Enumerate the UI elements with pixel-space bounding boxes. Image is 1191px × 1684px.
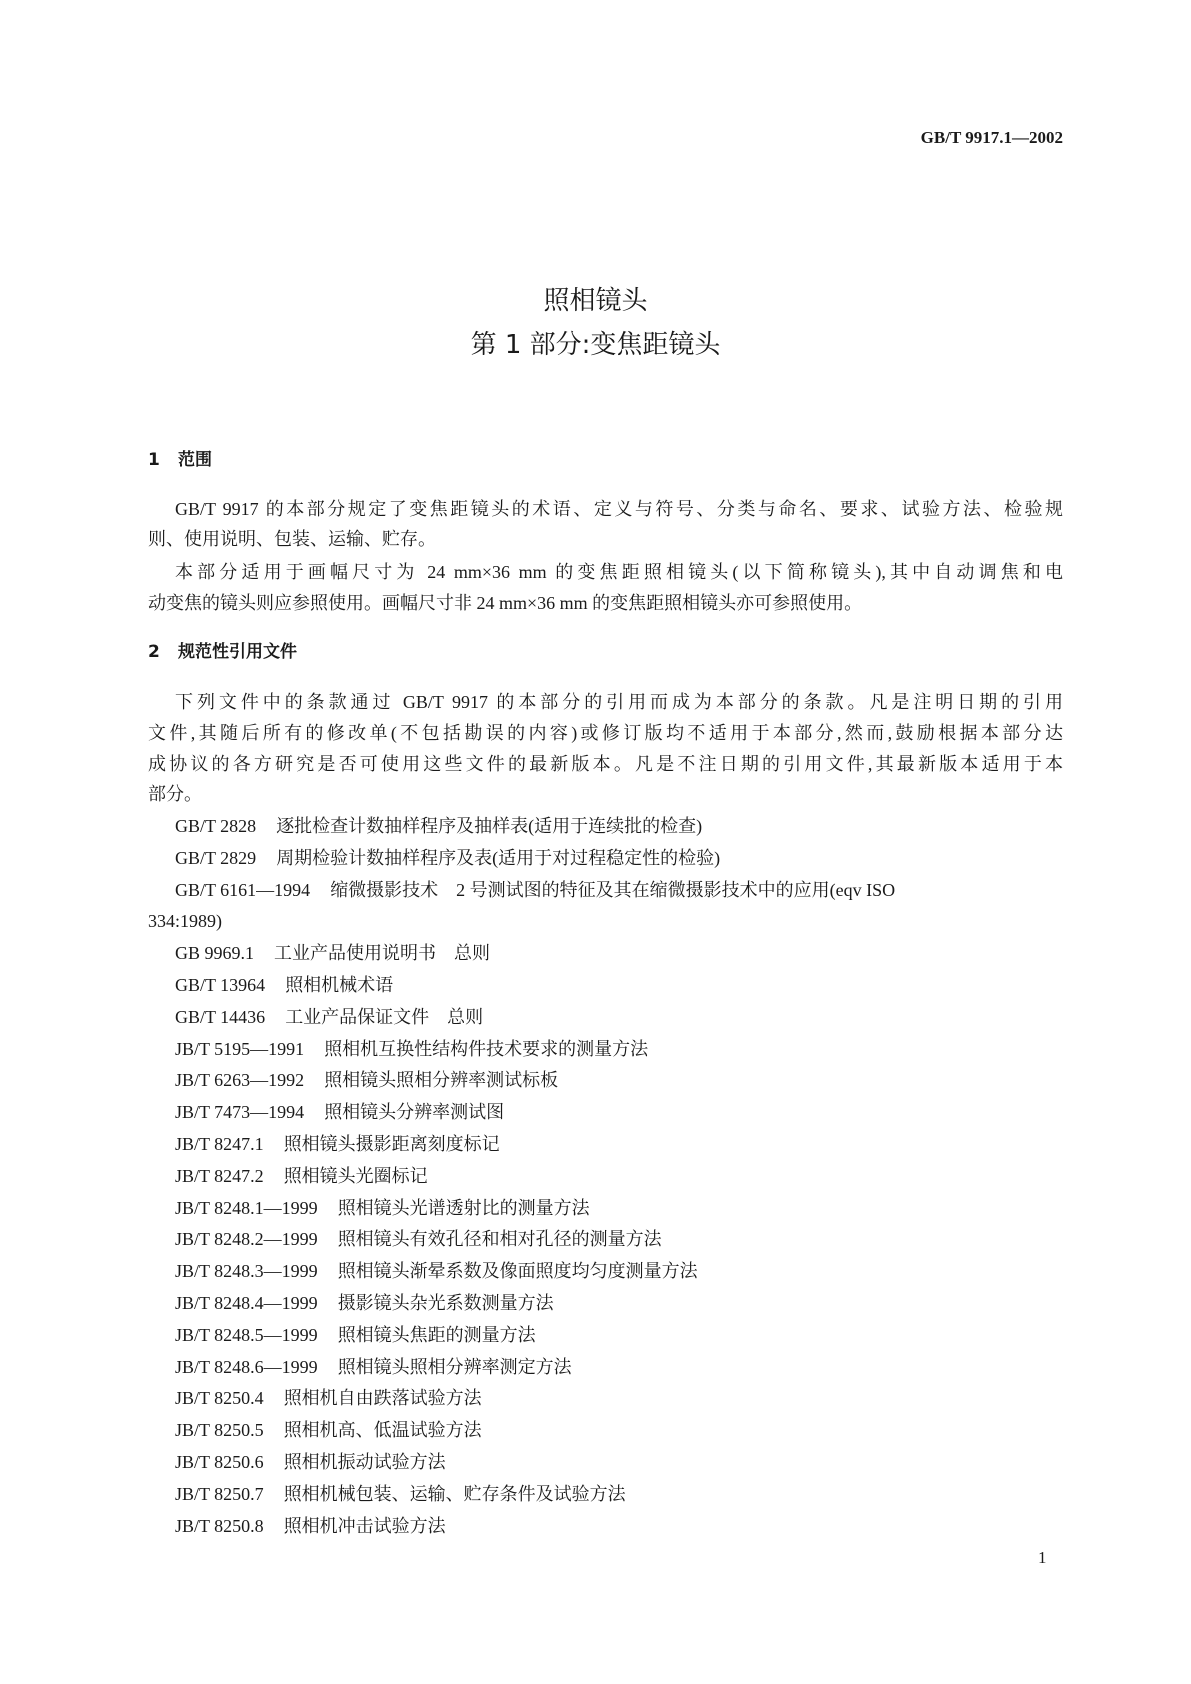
reference-item — [175, 1450, 446, 1474]
reference-title: 工业产品使用说明书 总则 — [274, 943, 491, 964]
reference-item — [175, 1005, 483, 1029]
reference-item — [175, 1323, 536, 1347]
reference-title: 照相机冲击试验方法 — [283, 1515, 446, 1536]
reference-title: 逐批检查计数抽样程序及抽样表(适用于连续批的检查) — [276, 816, 703, 836]
paragraph-line: 文件,其随后所有的修改单(不包括勘误的内容)或修订版均不适用于本部分,然而,鼓励根据本部分达 — [148, 723, 1063, 743]
section-number: 1 — [148, 450, 160, 470]
reference-item — [175, 1037, 648, 1061]
reference-item — [175, 973, 393, 997]
paragraph-line: GB/T 9917 的本部分规定了变焦距镜头的术语、定义与符号、分类与命名、要求、试验方法、检验规 — [175, 499, 1063, 519]
reference-item — [175, 814, 702, 838]
reference-code: JB/T 8247.2 — [175, 1165, 264, 1186]
section-number: 2 — [148, 642, 160, 662]
paragraph-line: 本部分适用于画幅尺寸为 24 mm×36 mm 的变焦距照相镜头(以下简称镜头),其中自动调焦和电 — [175, 562, 1063, 582]
reference-item — [175, 1196, 590, 1220]
section-title: 规范性引用文件 — [178, 642, 297, 662]
reference-title: 照相机械术语 — [285, 975, 394, 995]
reference-title: 照相机互换性结构件技术要求的测量方法 — [324, 1038, 649, 1059]
reference-code: JB/T 8250.8 — [175, 1515, 264, 1536]
reference-code: GB/T 6161—1994 — [175, 879, 311, 900]
reference-title: 照相镜头照相分辨率测试标板 — [324, 1070, 559, 1091]
reference-title: 照相镜头焦距的测量方法 — [337, 1324, 536, 1345]
standard-number-header: GB/T 9917.1—2002 — [920, 128, 1063, 147]
reference-item — [175, 1514, 446, 1538]
reference-title: 工业产品保证文件 总则 — [285, 1006, 484, 1027]
reference-title: 照相机振动试验方法 — [283, 1452, 446, 1472]
section-heading-scope — [148, 448, 212, 472]
reference-title: 照相镜头光圈标记 — [283, 1165, 428, 1186]
document-subtitle: 第 1 部分:变焦距镜头 — [470, 330, 721, 360]
reference-title: 照相镜头有效孔径和相对孔径的测量方法 — [337, 1229, 662, 1250]
reference-code: JB/T 8248.1—1999 — [175, 1197, 318, 1218]
paragraph-line: 动变焦的镜头则应参照使用。画幅尺寸非 24 mm×36 mm 的变焦距照相镜头亦可参照使用。 — [148, 593, 863, 613]
reference-item — [175, 1100, 504, 1124]
paragraph-line: 则、使用说明、包装、运输、贮存。 — [148, 529, 436, 549]
reference-title: 周期检验计数抽样程序及表(适用于对过程稳定性的检验) — [276, 847, 721, 868]
reference-code: GB 9969.1 — [175, 943, 255, 964]
reference-item — [175, 1355, 572, 1379]
reference-title: 照相镜头摄影距离刻度标记 — [283, 1134, 500, 1154]
reference-continuation: 334:1989) — [148, 911, 222, 932]
reference-code: JB/T 7473—1994 — [175, 1102, 305, 1123]
reference-title: 照相镜头渐晕系数及像面照度均匀度测量方法 — [337, 1261, 698, 1282]
reference-code: JB/T 6263—1992 — [175, 1070, 305, 1091]
reference-item — [175, 1164, 428, 1188]
reference-code: JB/T 8248.4—1999 — [175, 1293, 318, 1313]
paragraph-line: 成协议的各方研究是否可使用这些文件的最新版本。凡是不注日期的引用文件,其最新版本适用于本 — [148, 754, 1063, 774]
reference-code: GB/T 13964 — [175, 975, 266, 995]
reference-item — [175, 941, 490, 965]
paragraph-line: 部分。 — [148, 784, 202, 804]
reference-title: 摄影镜头杂光系数测量方法 — [337, 1293, 554, 1313]
reference-code: JB/T 8248.6—1999 — [175, 1356, 318, 1377]
reference-item — [175, 1418, 482, 1442]
reference-title: 缩微摄影技术 2 号测试图的特征及其在缩微摄影技术中的应用(eqv ISO — [330, 879, 896, 900]
reference-title: 照相镜头分辨率测试图 — [324, 1102, 505, 1123]
reference-item — [175, 1482, 626, 1506]
reference-code: GB/T 2829 — [175, 847, 257, 868]
reference-title: 照相镜头光谱透射比的测量方法 — [337, 1197, 590, 1218]
reference-title: 照相机高、低温试验方法 — [283, 1420, 482, 1441]
reference-code: GB/T 2828 — [175, 816, 257, 836]
reference-item — [175, 1386, 482, 1410]
reference-title: 照相机械包装、运输、贮存条件及试验方法 — [283, 1483, 626, 1504]
reference-code: JB/T 8248.5—1999 — [175, 1324, 318, 1345]
reference-code: JB/T 8250.6 — [175, 1452, 264, 1472]
reference-item — [175, 1227, 662, 1251]
document-title: 照相镜头 — [543, 286, 648, 316]
reference-item — [175, 1259, 698, 1283]
reference-code: JB/T 8248.3—1999 — [175, 1261, 318, 1282]
reference-title: 照相机自由跌落试验方法 — [283, 1388, 482, 1409]
reference-code: JB/T 8248.2—1999 — [175, 1229, 318, 1250]
reference-code: JB/T 5195—1991 — [175, 1038, 305, 1059]
reference-title: 照相镜头照相分辨率测定方法 — [337, 1356, 572, 1377]
reference-item — [175, 846, 720, 870]
reference-code: JB/T 8247.1 — [175, 1134, 264, 1154]
section-heading-normative-references — [148, 640, 297, 664]
reference-item — [175, 1291, 554, 1315]
reference-code: JB/T 8250.7 — [175, 1483, 264, 1504]
reference-code: GB/T 14436 — [175, 1006, 266, 1027]
reference-code: JB/T 8250.5 — [175, 1420, 264, 1441]
section-title: 范围 — [178, 450, 212, 470]
reference-item — [175, 1132, 500, 1156]
reference-item — [175, 1068, 558, 1092]
page-number: 1 — [1038, 1548, 1047, 1567]
paragraph-line: 下列文件中的条款通过 GB/T 9917 的本部分的引用而成为本部分的条款。凡是注明日期的引用 — [175, 692, 1063, 712]
reference-item — [175, 878, 895, 902]
reference-code: JB/T 8250.4 — [175, 1388, 264, 1409]
